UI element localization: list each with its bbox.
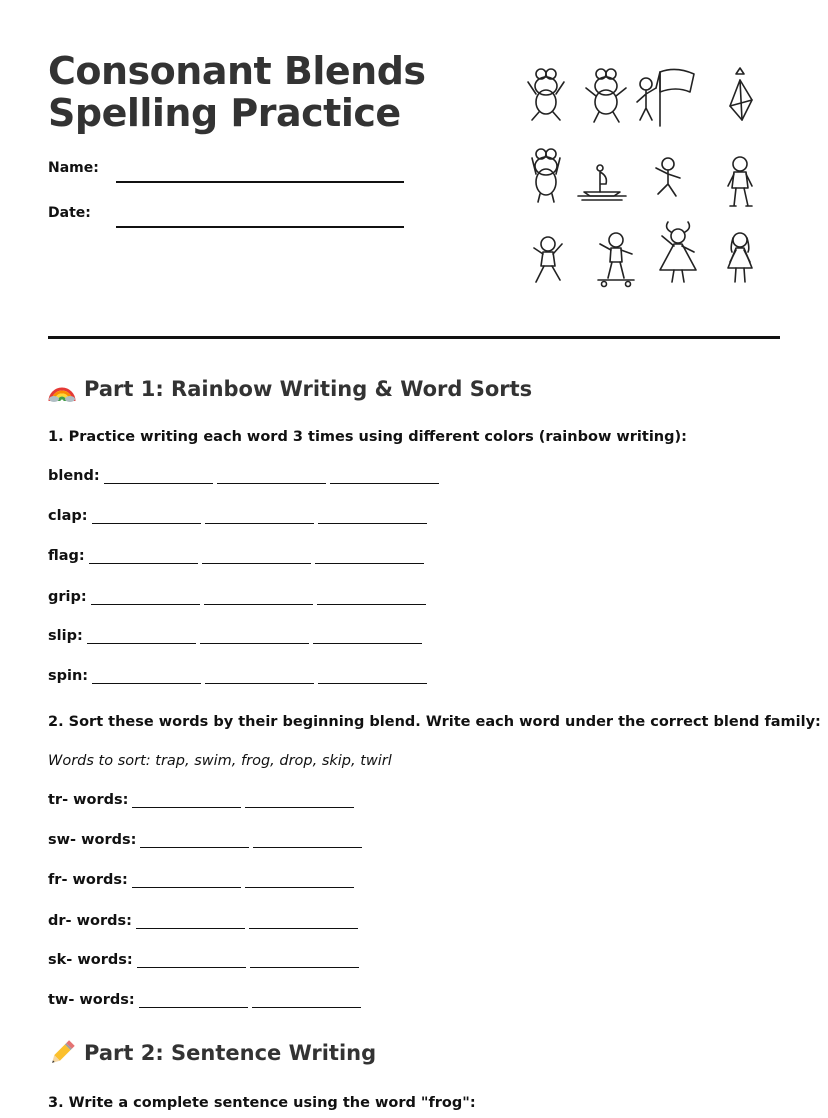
words-to-sort: Words to sort: trap, swim, frog, drop, skip, twirl: [48, 753, 392, 769]
sort-blank[interactable]: [252, 993, 361, 1008]
children-and-frogs-clipart-icon: [518, 64, 780, 300]
practice-row-grip: [48, 589, 430, 605]
practice-row-spin: [48, 668, 431, 684]
sort-blank[interactable]: [132, 793, 241, 808]
pencil-icon: [48, 1039, 76, 1067]
practice-blank[interactable]: [92, 509, 201, 524]
sort-row-sk: [48, 952, 363, 968]
question-3: 3. Write a complete sentence using the word "frog":: [48, 1095, 476, 1111]
practice-blank[interactable]: [92, 669, 201, 684]
sort-blank[interactable]: [249, 914, 358, 929]
practice-blank[interactable]: [91, 590, 200, 605]
sort-blank[interactable]: [250, 953, 359, 968]
practice-row-clap: [48, 508, 431, 524]
practice-blank[interactable]: [104, 469, 213, 484]
question-1: 1. Practice writing each word 3 times using different colors (rainbow writing):: [48, 429, 687, 445]
blend-family-label: sk- words:: [48, 952, 133, 968]
sort-row-fr: [48, 872, 358, 888]
sort-row-tr: [48, 792, 358, 808]
practice-word-label: slip:: [48, 628, 83, 644]
blend-family-label: tw- words:: [48, 992, 135, 1008]
blend-family-label: sw- words:: [48, 832, 137, 848]
question-2: 2. Sort these words by their beginning blend. Write each word under the correct blend family:: [48, 714, 821, 730]
practice-word-label: flag:: [48, 548, 85, 564]
part2-heading: [48, 1039, 376, 1067]
sort-blank[interactable]: [132, 873, 241, 888]
practice-blank[interactable]: [318, 509, 427, 524]
name-line[interactable]: [116, 181, 404, 183]
sort-blank[interactable]: [137, 953, 246, 968]
blend-family-label: fr- words:: [48, 872, 128, 888]
sort-blank[interactable]: [253, 833, 362, 848]
title-line-2: Spelling Practice: [48, 91, 401, 135]
rainbow-icon: [48, 375, 76, 403]
practice-blank[interactable]: [313, 629, 422, 644]
sort-blank[interactable]: [245, 793, 354, 808]
part2-heading-text: Part 2: Sentence Writing: [84, 1041, 377, 1065]
sort-row-dr: [48, 913, 362, 929]
blend-family-label: dr- words:: [48, 913, 132, 929]
date-line[interactable]: [116, 226, 404, 228]
practice-word-label: clap:: [48, 508, 88, 524]
practice-word-label: grip:: [48, 589, 87, 605]
blend-family-label: tr- words:: [48, 792, 129, 808]
header-divider: [48, 336, 780, 339]
name-label: Name:: [48, 160, 99, 176]
practice-blank[interactable]: [330, 469, 439, 484]
date-label: Date:: [48, 205, 91, 221]
practice-word-label: blend:: [48, 468, 100, 484]
practice-blank[interactable]: [318, 669, 427, 684]
practice-blank[interactable]: [317, 590, 426, 605]
part1-heading-text: Part 1: Rainbow Writing & Word Sorts: [84, 377, 533, 401]
practice-blank[interactable]: [202, 549, 311, 564]
title-line-1: Consonant Blends: [48, 49, 426, 93]
practice-blank[interactable]: [315, 549, 424, 564]
sort-blank[interactable]: [136, 914, 245, 929]
worksheet-title: [48, 50, 426, 134]
practice-row-blend: [48, 468, 443, 484]
practice-blank[interactable]: [217, 469, 326, 484]
practice-blank[interactable]: [205, 509, 314, 524]
sort-blank[interactable]: [245, 873, 354, 888]
practice-blank[interactable]: [200, 629, 309, 644]
practice-row-flag: [48, 548, 428, 564]
sort-row-sw: [48, 832, 366, 848]
sort-row-tw: [48, 992, 365, 1008]
practice-blank[interactable]: [204, 590, 313, 605]
practice-word-label: spin:: [48, 668, 89, 684]
sort-blank[interactable]: [139, 993, 248, 1008]
sort-blank[interactable]: [140, 833, 249, 848]
practice-row-slip: [48, 628, 426, 644]
part1-heading: [48, 375, 532, 403]
practice-blank[interactable]: [205, 669, 314, 684]
practice-blank[interactable]: [89, 549, 198, 564]
practice-blank[interactable]: [87, 629, 196, 644]
